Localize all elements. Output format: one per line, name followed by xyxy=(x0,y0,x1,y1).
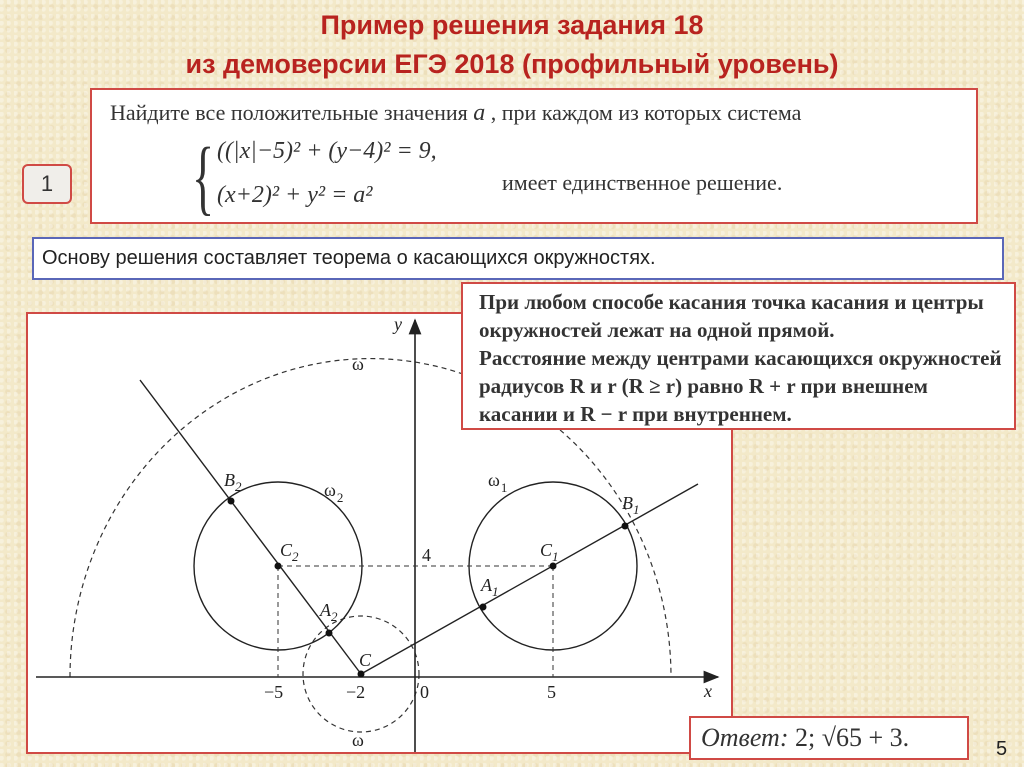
equation-1: ((|x|−5)² + (y−4)² = 9, xyxy=(217,138,437,164)
system-brace: { xyxy=(192,131,215,224)
step-badge: 1 xyxy=(22,164,72,204)
solution-basis-box: Основу решения составляет теорема о касающихся окружностях. xyxy=(32,237,1004,280)
label-omega-bottom: ω xyxy=(352,730,364,750)
slide-title xyxy=(0,6,1024,84)
label-omega2: $\omega_2$ xyxy=(324,480,344,505)
answer-value-2: √65 + 3. xyxy=(821,723,910,752)
label-B2: $B_2$ xyxy=(224,470,242,494)
point-C2 xyxy=(275,563,282,570)
answer-value-1: 2; xyxy=(794,723,816,752)
answer-box xyxy=(689,716,969,760)
task-line-1 xyxy=(110,100,801,127)
theorem-box xyxy=(461,282,1016,430)
label-y-axis: y xyxy=(394,314,402,334)
page-number: 5 xyxy=(996,738,1008,760)
line-C-to-B1 xyxy=(361,484,698,674)
title-line-1: Пример решения задания 18 xyxy=(320,10,704,40)
theorem-paragraph-1: При любом способе касания точка касания и центры окружностей лежат на одной прямой. xyxy=(479,290,984,342)
label-A2: $A_2$ xyxy=(320,600,338,624)
answer-label: Ответ: xyxy=(701,723,789,752)
task-text-before: Найдите все положительные значения xyxy=(110,100,468,125)
tick-label-neg2: −2 xyxy=(346,682,366,702)
label-A1: $A_1$ xyxy=(481,575,499,599)
task-variable: a xyxy=(473,100,486,126)
label-C: C xyxy=(359,650,372,670)
task-tail: имеет единственное решение. xyxy=(502,170,783,195)
tick-label-4: 4 xyxy=(422,545,431,565)
label-B1: $B_1$ xyxy=(622,493,640,517)
point-A2 xyxy=(326,630,333,637)
label-C2: $C_2$ xyxy=(280,540,299,564)
tick-label-5: 5 xyxy=(547,682,556,702)
point-C xyxy=(358,671,365,678)
point-B2 xyxy=(228,498,235,505)
tick-label-0: 0 xyxy=(420,682,429,702)
theorem-paragraph-2: Расстояние между центрами касающихся окружностей радиусов R и r (R ≥ r) равно R + r при внешнем касании и R − r при внутреннем. xyxy=(479,346,1002,426)
point-A1 xyxy=(480,604,487,611)
label-omega1: $\omega_1$ xyxy=(488,470,508,495)
label-omega-top: ω xyxy=(352,354,364,374)
label-C1: $C_1$ xyxy=(540,540,559,564)
tick-label-neg5: −5 xyxy=(264,682,284,702)
label-x-axis: x xyxy=(704,681,712,701)
task-text-after: , при каждом из которых система xyxy=(490,100,802,125)
point-B1 xyxy=(622,523,629,530)
equation-2: (x+2)² + y² = a² xyxy=(217,182,373,208)
title-line-2: из демоверсии ЕГЭ 2018 (профильный уровень) xyxy=(185,49,839,79)
task-statement-box xyxy=(90,88,978,224)
